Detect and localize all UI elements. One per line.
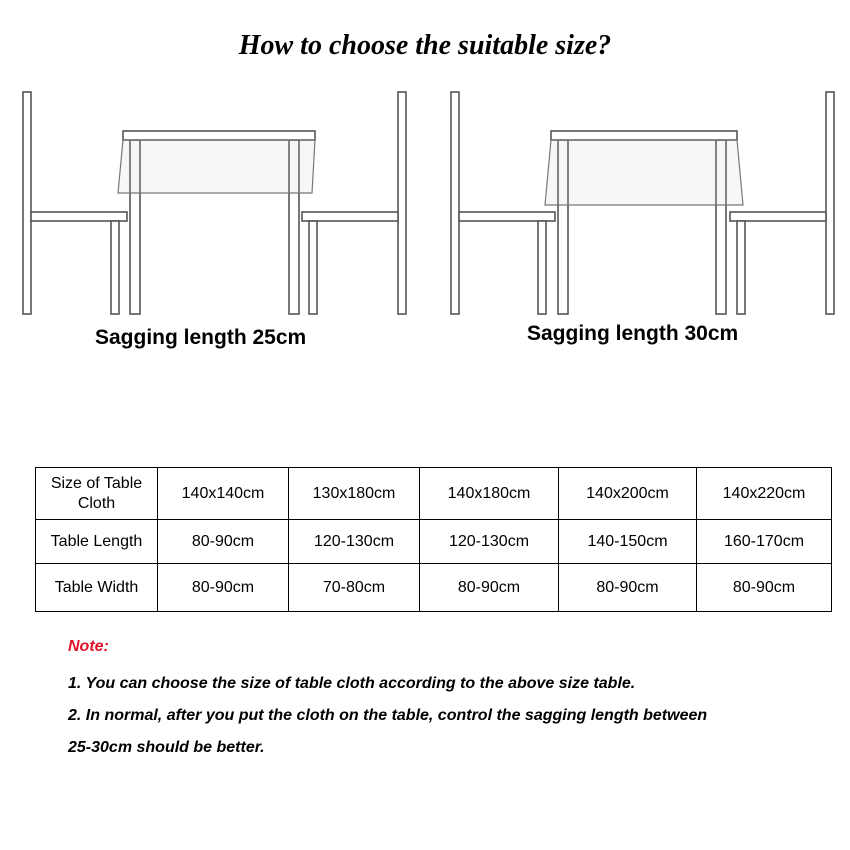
table-row [36, 520, 832, 564]
width-cell: 80-90cm [697, 564, 832, 612]
notes [68, 638, 828, 764]
length-cell: 140-150cm [559, 520, 697, 564]
size-cell: 140x180cm [420, 468, 559, 520]
row-header-size: Size of Table Cloth [36, 468, 158, 520]
table-row [36, 468, 832, 520]
width-cell: 80-90cm [420, 564, 559, 612]
row-header-width: Table Width [36, 564, 158, 612]
size-cell: 140x220cm [697, 468, 832, 520]
note-heading: Note: [68, 638, 109, 655]
caption-sagging-30cm: Sagging length 30cm [527, 322, 739, 345]
length-cell: 120-130cm [420, 520, 559, 564]
table-illustration-30cm [425, 85, 850, 325]
width-cell: 80-90cm [559, 564, 697, 612]
length-cell: 160-170cm [697, 520, 832, 564]
page-title: How to choose the suitable size? [238, 30, 612, 61]
note-line: 25-30cm should be better. [68, 739, 265, 756]
note-line: 2. In normal, after you put the cloth on the table, control the sagging length between [68, 707, 708, 724]
table-illustration-25cm [0, 85, 425, 325]
length-cell: 120-130cm [289, 520, 420, 564]
note-line: 1. You can choose the size of table cloth according to the above size table. [68, 675, 636, 692]
table-row [36, 564, 832, 612]
caption-sagging-25cm: Sagging length 25cm [95, 326, 307, 349]
size-table [35, 467, 832, 612]
length-cell: 80-90cm [158, 520, 289, 564]
size-cell: 140x200cm [559, 468, 697, 520]
size-cell: 130x180cm [289, 468, 420, 520]
width-cell: 80-90cm [158, 564, 289, 612]
row-header-length: Table Length [36, 520, 158, 564]
size-cell: 140x140cm [158, 468, 289, 520]
width-cell: 70-80cm [289, 564, 420, 612]
